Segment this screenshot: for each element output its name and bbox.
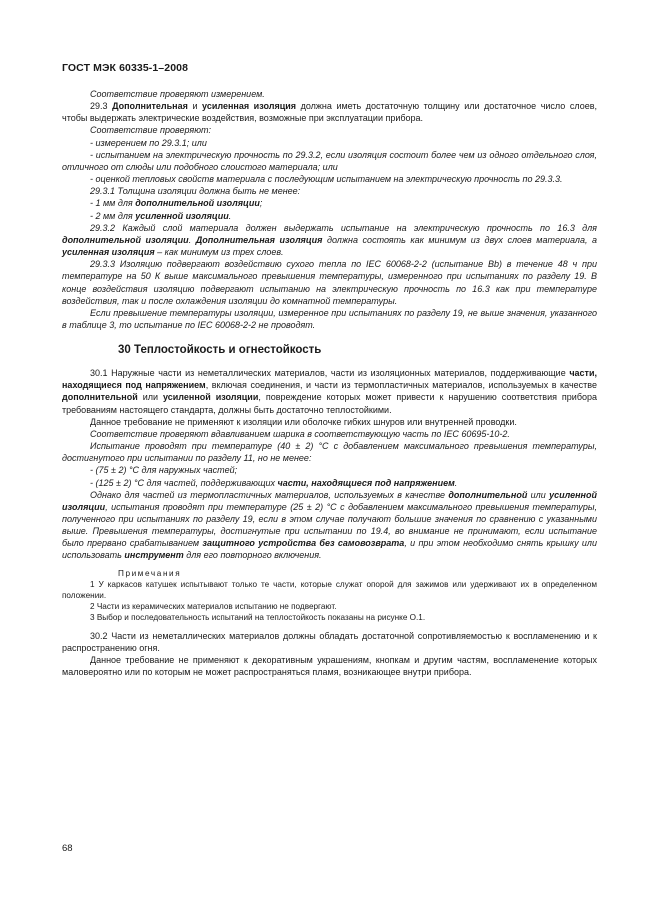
page-number: 68 (62, 843, 73, 854)
ball-pressure-check: Соответствие проверяют вдавливанием шарика в соответствующую часть по IEC 60695-10-2. (90, 428, 510, 439)
temp-live-parts: - (125 ± 2) °С для частей, поддерживающих части, находящиеся под напряжением. (90, 477, 458, 488)
temp-external-parts: - (75 ± 2) °С для наружных частей; (90, 465, 238, 476)
note-2: 2 Части из керамических материалов испытанию не подвергают. (90, 601, 337, 611)
check-item-3: - оценкой тепловых свойств материала с последующим испытанием на электрическую прочность по 29.3.3. (90, 174, 563, 185)
check-intro: Соответствие проверяют: (90, 125, 211, 136)
clause-29-3-2: 29.3.2 Каждый слой материала должен выдержать испытание на электрическую прочность по 16.3 для дополнительной изоляции. Дополнительная изоляция должна состоять как минимум из двух слоев материала, а усиленная изоляция – как минимум из трех слоев. (62, 222, 597, 258)
standard-header: ГОСТ МЭК 60335-1–2008 (62, 62, 189, 74)
clause-29-3-1: 29.3.1 Толщина изоляции должна быть не менее: (90, 186, 301, 197)
clause-30-2-exclusion: Данное требование не применяют к декоративным украшениям, кнопкам и другим частям, воспламенение которых маловероятно или по которым не может распространяться пламя, возникающее внутри прибора. (62, 654, 597, 678)
thickness-reinforced: - 2 мм для усиленной изоляции. (90, 210, 232, 221)
section-30-title: 30 Теплостойкость и огнестойкость (118, 344, 322, 357)
check-item-1: - измерением по 29.3.1; или (90, 137, 207, 148)
page-content (62, 88, 597, 678)
clause-30-2: 30.2 Части из неметаллических материалов должны обладать достаточной сопротивляемостью к воспламенению и к распространению огня. (62, 630, 597, 653)
check-item-2: - испытанием на электрическую прочность по 29.3.2, если изоляция состоит более чем из одного отдельного слоя, отличного от слюды или подобного слоистого материала; или (62, 149, 597, 172)
requirement-exclusion: Данное требование не применяют к изоляции или оболочке гибких шнуров или внутренней проводки. (90, 416, 517, 427)
note-3: 3 Выбор и последовательность испытаний на теплостойкость показаны на рисунке О.1. (90, 612, 426, 622)
check-measurement: Соответствие проверяют измерением. (90, 89, 265, 99)
test-temperature: Испытание проводят при температуре (40 ± 2) °С с добавлением максимального превышения температуры, достигнутого при испытании по разделу 11, но не менее: (62, 441, 597, 464)
clause-29-3-3: 29.3.3 Изоляцию подвергают воздействию сухого тепла по IEC 60068-2-2 (испытание Bb) в течение 48 ч при температуре на 50 К выше максимального превышения температуры, измеренного при испытаниях по разделу 19. В конце воздействия изоляцию подвергают испытанию на электрическую прочность по 16.3 как при температуре воздействия, так и после охлаждения изоляции до комнатной температуры. (62, 259, 597, 306)
temperature-exception: Если превышение температуры изоляции, измеренное при испытаниях по разделу 19, не выше значения, указанного в таблице 3, то испытание по IEC 60068-2-2 не проводят. (62, 307, 597, 330)
note-1: 1 У каркасов катушек испытывают только те части, которые служат опорой для зажимов или удерживают их в определенном положении. (62, 579, 597, 600)
thermoplastic-paragraph: Однако для частей из термопластичных материалов, используемых в качестве дополнительной или усиленной изоляции, испытания проводят при температуре (25 ± 2) °С с добавлением максимального превышения температуры, полученного при испытаниях по разделу 19, если в этом случае получают большие значения по сравнению с указанными выше. Превышения температуры, достигнутые при испытании по 19.4, во внимание не принимают, если испытание было прервано срабатыванием защитного устройства без самовозврата, и при этом необходимо снять крышку или использовать инструмент для его повторного включения. (62, 489, 598, 561)
clause-30-1: 30.1 Наружные части из неметаллических материалов, части из изоляционных материалов, поддерживающие части, находящиеся под напряжением, включая соединения, и части из термопластичных материалов, используемых в качестве дополнительной или усиленной изоляции, повреждение которых может привести к нарушению соответствия прибора требованиям настоящего стандарта, должны быть достаточно теплостойкими. (62, 368, 597, 415)
clause-29-3: 29.3 Дополнительная и усиленная изоляция должна иметь достаточную толщину или достаточное число слоев, чтобы выдержать электрические воздействия, возможные при эксплуатации прибора. (62, 101, 597, 124)
thickness-supplementary: - 1 мм для дополнительной изоляции; (90, 198, 263, 209)
notes-title: Примечания (118, 568, 182, 578)
